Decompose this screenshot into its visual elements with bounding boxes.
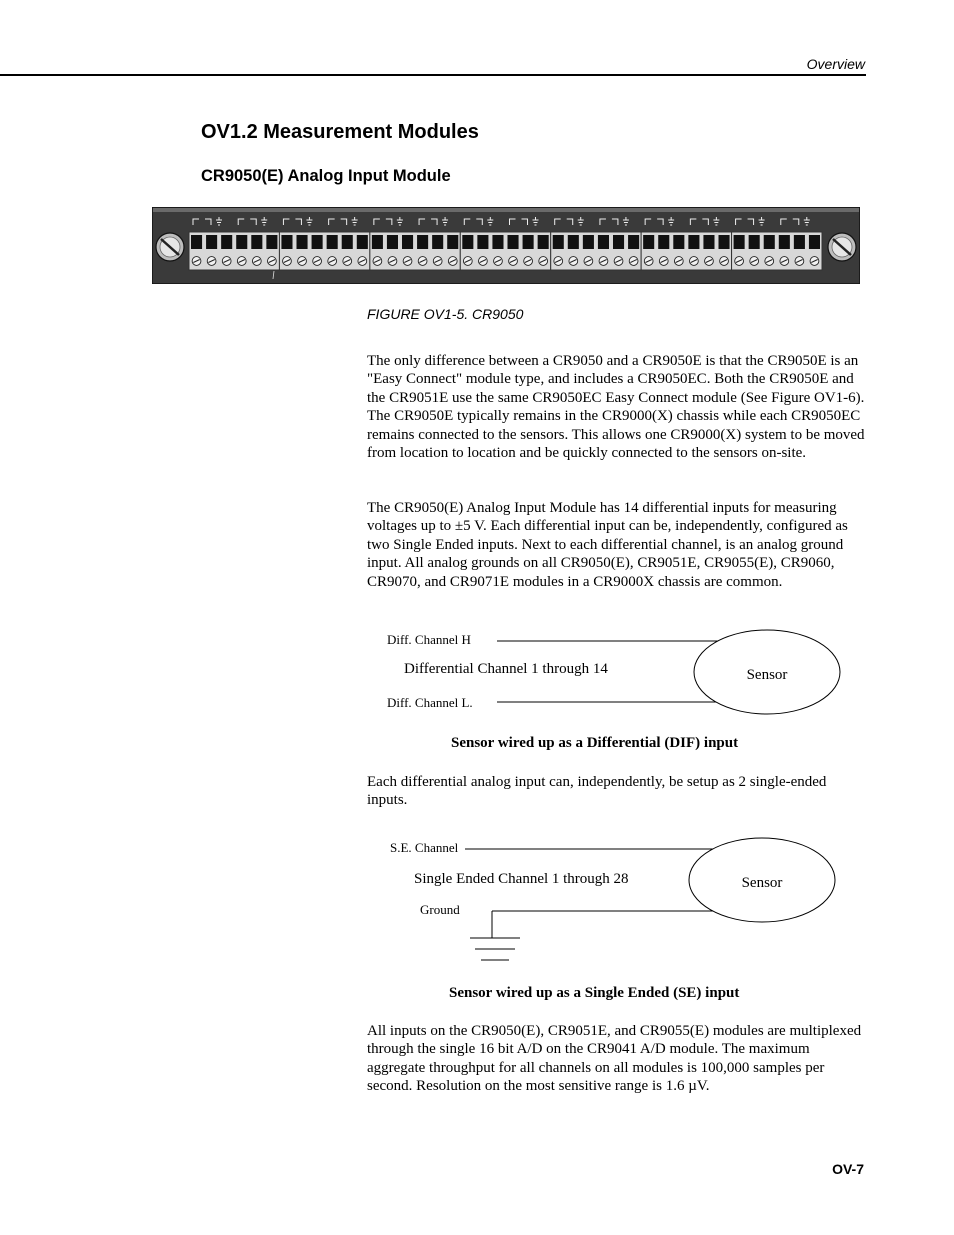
- sensor-label: Sensor: [741, 875, 783, 891]
- wire-entry-slot: [236, 235, 247, 249]
- wire-entry-slot: [251, 235, 262, 249]
- wire-entry-slot: [342, 235, 353, 249]
- wire-entry-slot: [553, 235, 564, 249]
- wire-entry-slot: [432, 235, 443, 249]
- ground-label: Ground: [420, 902, 460, 917]
- terminal-group: [279, 232, 369, 270]
- right-mounting-screw-icon: [828, 233, 856, 261]
- single-ended-wiring-diagram: [360, 830, 860, 970]
- wire-entry-slot: [357, 235, 368, 249]
- wire-entry-slot: [387, 235, 398, 249]
- wire-entry-slot: [794, 235, 805, 249]
- terminal-group: [732, 232, 822, 270]
- wire-entry-slot: [779, 235, 790, 249]
- dif-diagram-caption: Sensor wired up as a Differential (DIF) input: [451, 735, 739, 751]
- wire-entry-slot: [688, 235, 699, 249]
- wire-entry-slot: [643, 235, 654, 249]
- paragraph-multiplexing: All inputs on the CR9050(E), CR9051E, and CR9055(E) modules are multiplexed through the single 16 bit A/D on the CR9041 A/D module. The maximum aggregate throughput for all channels on all modules is 100,000 samples per second. Resolution on the most sensitive range is 1.6 µV.: [367, 1023, 862, 1095]
- wire-entry-slot: [266, 235, 277, 249]
- wire-entry-slot: [402, 235, 413, 249]
- wire-entry-slot: [568, 235, 579, 249]
- wire-entry-slot: [417, 235, 428, 249]
- paragraph-analog-inputs: The CR9050(E) Analog Input Module has 14 differential inputs for measuring voltages up to ±5 V. Each differential input can be, independently, configured as two Single Ended inputs. Next to each differential channel, is an analog ground input. All analog grounds on all CR9050(E), CR9051E, CR9055(E), CR9060, CR9070, and CR9071E modules in a CR9000X chassis are common.: [367, 500, 848, 590]
- wire-entry-slot: [206, 235, 217, 249]
- terminal-group: [551, 232, 641, 270]
- page-number: OV-7: [832, 1161, 864, 1177]
- differential-wiring-diagram: [360, 620, 860, 730]
- terminal-group: [460, 232, 550, 270]
- wire-entry-slot: [281, 235, 292, 249]
- se-range-label: Single Ended Channel 1 through 28: [414, 871, 629, 887]
- section-title: OV1.2 Measurement Modules: [201, 121, 479, 143]
- wire-entry-slot: [598, 235, 609, 249]
- terminal-group: [189, 232, 279, 270]
- terminal-group: [370, 232, 460, 270]
- figure-caption: FIGURE OV1-5. CR9050: [367, 306, 524, 322]
- terminal-blocks: [189, 232, 822, 270]
- diff-low-label: Diff. Channel L.: [387, 695, 473, 710]
- terminal-group: [641, 232, 731, 270]
- wire-entry-slot: [312, 235, 323, 249]
- wire-entry-slot: [613, 235, 624, 249]
- wire-entry-slot: [538, 235, 549, 249]
- wire-entry-slot: [734, 235, 745, 249]
- wire-entry-slot: [462, 235, 473, 249]
- wire-entry-slot: [673, 235, 684, 249]
- subsection-title: CR9050(E) Analog Input Module: [201, 167, 451, 185]
- paragraph-single-ended: Each differential analog input can, independently, be setup as 2 single-ended inputs.: [367, 774, 827, 809]
- wire-entry-slot: [191, 235, 202, 249]
- wire-entry-slot: [628, 235, 639, 249]
- left-mounting-screw-icon: [156, 233, 184, 261]
- se-channel-label: S.E. Channel: [390, 840, 459, 855]
- wire-entry-slot: [749, 235, 760, 249]
- wire-entry-slot: [719, 235, 730, 249]
- wire-entry-slot: [764, 235, 775, 249]
- wire-entry-slot: [327, 235, 338, 249]
- wire-entry-slot: [297, 235, 308, 249]
- cr9050-module-illustration: [152, 207, 860, 284]
- ground-symbol-icon: [470, 938, 520, 960]
- wire-entry-slot: [372, 235, 383, 249]
- sensor-label: Sensor: [746, 667, 788, 683]
- paragraph-easy-connect: The only difference between a CR9050 and a CR9050E is that the CR9050E is an "Easy Connect" module type, and includes a CR9050EC. Both the CR9050E and the CR9051E use the same CR9050EC Easy Connect module (See Figure OV1-6). The CR9050E typically remains in the CR9000(X) chassis while each CR9050EC remains connected to the sensors. This allows one CR9000(X) system to be moved from location to location and be quickly connected to the sensors on-site.: [367, 353, 865, 462]
- diff-high-label: Diff. Channel H: [387, 632, 471, 647]
- wire-entry-slot: [658, 235, 669, 249]
- wire-entry-slot: [492, 235, 503, 249]
- diff-range-label: Differential Channel 1 through 14: [404, 661, 608, 677]
- wire-entry-slot: [583, 235, 594, 249]
- wire-entry-slot: [809, 235, 820, 249]
- wire-entry-slot: [703, 235, 714, 249]
- wire-entry-slot: [477, 235, 488, 249]
- wire-entry-slot: [523, 235, 534, 249]
- wire-entry-slot: [221, 235, 232, 249]
- module-panel-highlight: [153, 208, 859, 212]
- header-rule: [0, 74, 866, 76]
- se-diagram-caption: Sensor wired up as a Single Ended (SE) input: [449, 985, 740, 1001]
- wire-entry-slot: [447, 235, 458, 249]
- running-header: Overview: [806, 56, 865, 72]
- wire-entry-slot: [508, 235, 519, 249]
